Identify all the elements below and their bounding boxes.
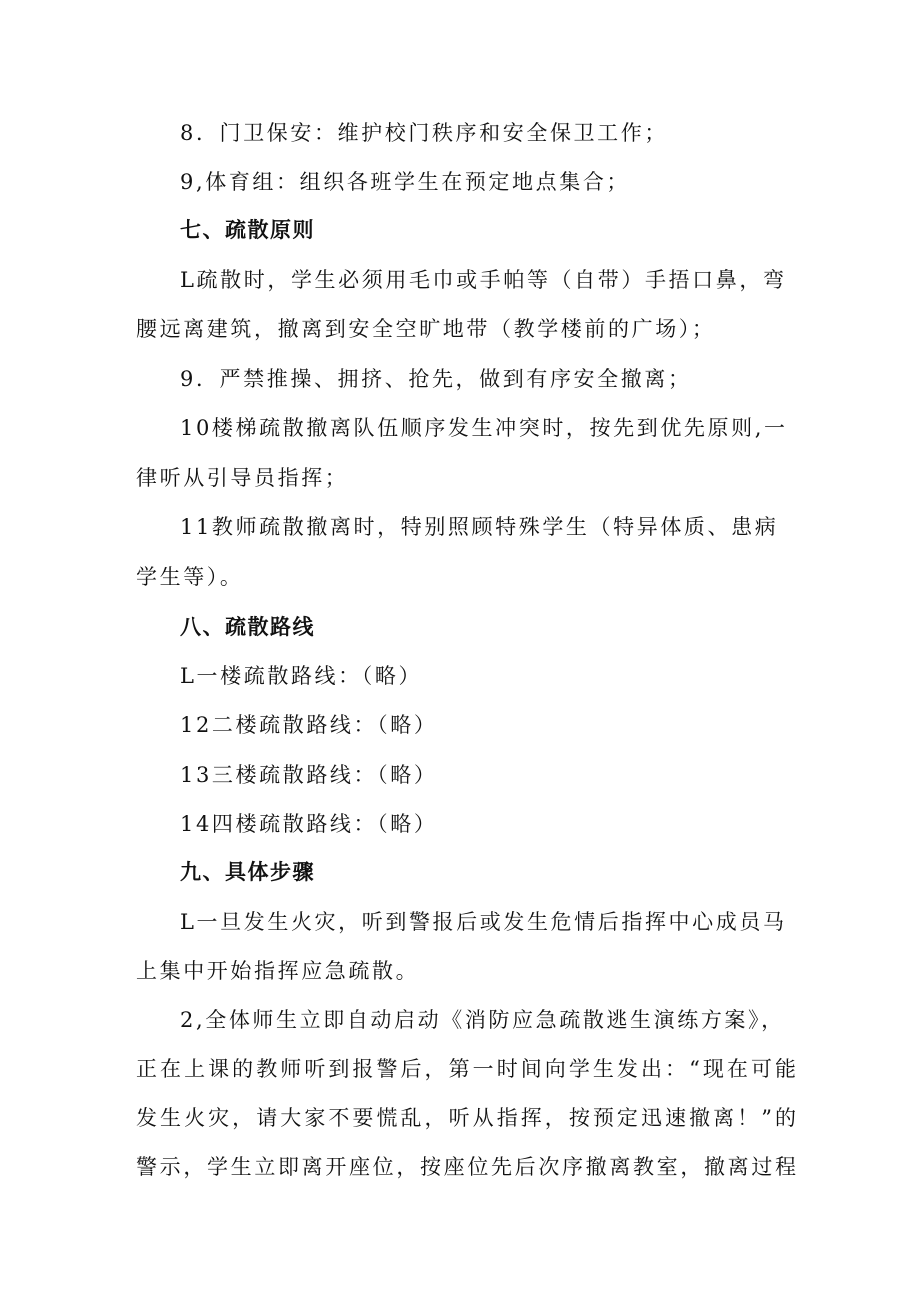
paragraph-line: 12二楼疏散路线：（略）: [180, 713, 438, 737]
paragraph-line: 9,体育组：组织各班学生在预定地点集合；: [180, 170, 631, 194]
paragraph-line: 腰远离建筑，撤离到安全空旷地带（教学楼前的广场）；: [136, 317, 716, 341]
paragraph-line: L一楼疏散路线：（略）: [180, 664, 423, 688]
paragraph-line: 2,全体师生立即自动启动《消防应急疏散逃生演练方案》，: [180, 1008, 785, 1032]
paragraph-line: 14四楼疏散路线：（略）: [180, 812, 438, 836]
paragraph-line: 学生等）。: [136, 565, 244, 589]
paragraph-line: 9．严禁推操、拥挤、抢先，做到有序安全撤离；: [180, 367, 692, 391]
paragraph-line: 8．门卫保安：维护校门秩序和安全保卫工作；: [180, 121, 668, 145]
paragraph-line: 13三楼疏散路线：（略）: [180, 763, 438, 787]
section-heading: 八、疏散路线: [180, 615, 315, 639]
paragraph-line: L疏散时，学生必须用毛巾或手帕等（自带）手捂口鼻，弯: [180, 268, 787, 292]
paragraph-line: 10楼梯疏散撤离队伍顺序发生冲突时，按先到优先原则,一: [180, 416, 788, 440]
section-heading: 七、疏散原则: [180, 218, 315, 242]
paragraph-line: 发生火灾，请大家不要慌乱，听从指挥，按预定迅速撤离！”的: [136, 1106, 796, 1130]
paragraph-line: 律听从引导员指挥；: [136, 466, 349, 490]
paragraph-line: 正在上课的教师听到报警后，第一时间向学生发出：“现在可能: [136, 1057, 796, 1081]
paragraph-line: 11教师疏散撤离时，特别照顾特殊学生（特异体质、患病: [180, 515, 779, 539]
paragraph-line: 警示，学生立即离开座位，按座位先后次序撤离教室，撤离过程: [136, 1155, 796, 1179]
paragraph-line: 上集中开始指挥应急疏散。: [136, 959, 420, 983]
paragraph-line: L一旦发生火灾，听到警报后或发生危情后指挥中心成员马: [180, 910, 787, 934]
section-heading: 九、具体步骤: [180, 860, 315, 884]
